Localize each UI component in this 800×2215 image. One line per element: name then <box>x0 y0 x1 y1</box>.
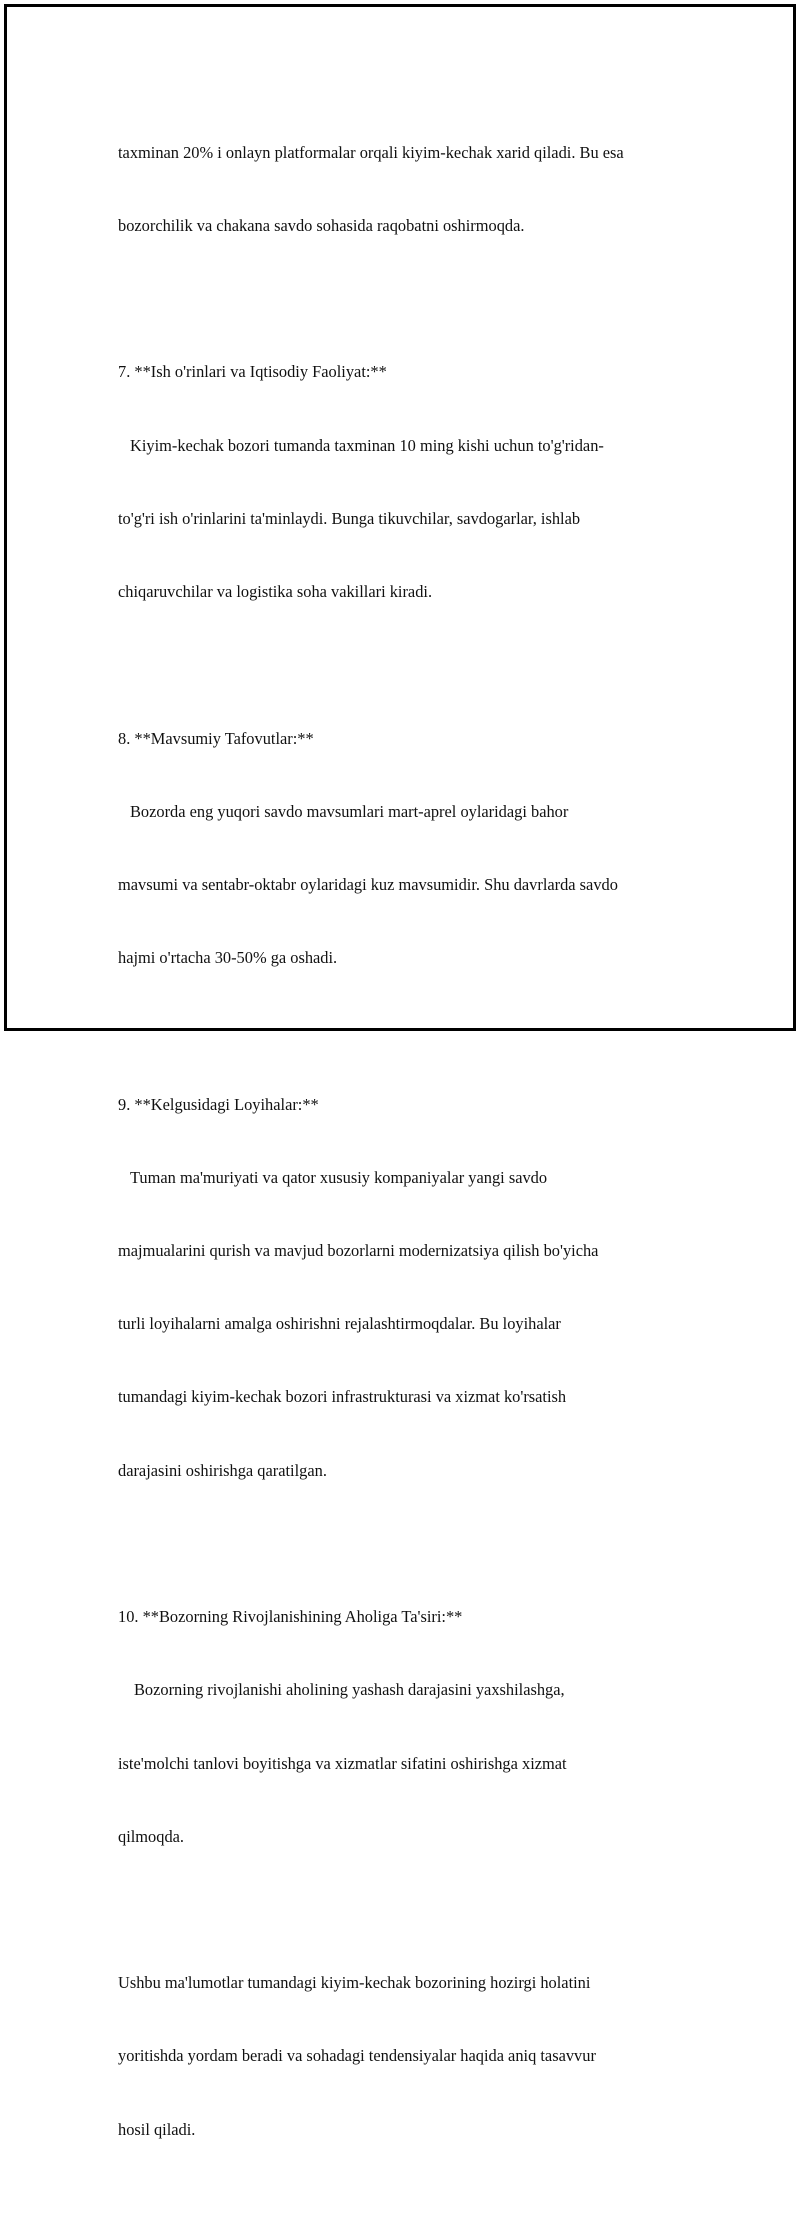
section-heading: 8. **Mavsumiy Tafovutlar:** <box>118 728 314 748</box>
intro-paragraph <box>118 92 698 287</box>
text-line: majmualarini qurish va mavjud bozorlarni modernizatsiya qilish bo'yicha <box>118 1241 599 1261</box>
text-line: bozorchilik va chakana savdo sohasida raqobatni oshirmoqda. <box>118 216 525 236</box>
text-line: darajasini oshirishga qaratilgan. <box>118 1460 327 1480</box>
text-line: Kiyim-kechak bozori tumanda taxminan 10 ming kishi uchun to'g'ridan- <box>130 435 604 455</box>
section-8 <box>118 678 698 1020</box>
section-10 <box>118 1556 698 1898</box>
document-body <box>118 92 698 2215</box>
text-line: chiqaruvchilar va logistika soha vakillari kiradi. <box>118 582 433 602</box>
text-line: hosil qiladi. <box>118 2119 196 2139</box>
text-line: qilmoqda. <box>118 1826 185 1846</box>
text-line: tumandagi kiyim-kechak bozori infrastrukturasi va xizmat ko'rsatish <box>118 1387 567 1407</box>
section-7 <box>118 312 698 654</box>
text-line: Ushbu ma'lumotlar tumandagi kiyim-kechak bozorining hozirgi holatini <box>118 1973 591 1993</box>
text-line: to'g'ri ish o'rinlarini ta'minlaydi. Bunga tikuvchilar, savdogarlar, ishlab <box>118 508 581 528</box>
text-line: Bozorda eng yuqori savdo mavsumlari mart-aprel oylaridagi bahor <box>130 801 569 821</box>
text-line: yoritishda yordam beradi va sohadagi tendensiyalar haqida aniq tasavvur <box>118 2046 596 2066</box>
text-line: Tuman ma'muriyati va qator xususiy kompaniyalar yangi savdo <box>130 1167 548 1187</box>
text-line: turli loyihalarni amalga oshirishni rejalashtirmoqdalar. Bu loyihalar <box>118 1314 561 1334</box>
conclusion-paragraph <box>118 1922 698 2190</box>
text-line: hajmi o'rtacha 30-50% ga oshadi. <box>118 948 338 968</box>
text-line: taxminan 20% i onlayn platformalar orqali kiyim-kechak xarid qiladi. Bu esa <box>118 142 624 162</box>
section-heading: 9. **Kelgusidagi Loyihalar:** <box>118 1094 319 1114</box>
text-line: iste'molchi tanlovi boyitishga va xizmatlar sifatini oshirishga xizmat <box>118 1753 567 1773</box>
section-9 <box>118 1044 698 1532</box>
text-line: Bozorning rivojlanishi aholining yashash darajasini yaxshilashga, <box>134 1680 565 1700</box>
text-line: mavsumi va sentabr-oktabr oylaridagi kuz mavsumidir. Shu davrlarda savdo <box>118 874 618 894</box>
section-heading: 7. **Ish o'rinlari va Iqtisodiy Faoliyat:** <box>118 362 387 382</box>
section-heading: 10. **Bozorning Rivojlanishining Aholiga Ta'siri:** <box>118 1607 463 1627</box>
